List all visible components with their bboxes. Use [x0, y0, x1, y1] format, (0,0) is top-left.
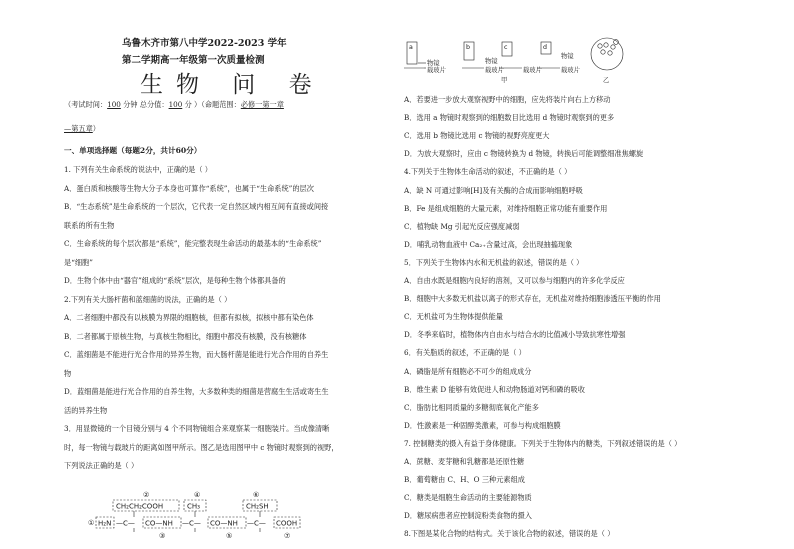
right-question-line: D．哺乳动物血液中 Ca₂₊含量过高，会出现抽搐现象: [404, 239, 573, 249]
right-question-line: B．细胞中大多数无机盐以离子的形式存在，无机盐对维持细胞渗透压平衡的作用: [404, 294, 661, 304]
left-question-line: 1. 下列有关生命系统的说法中，正确的是（ ）: [64, 165, 212, 174]
alpha-carbon-3: —C—: [247, 519, 266, 528]
left-question-line: D．蓝细菌是能进行光合作用的自养生物，大多数种类的细菌是营腐生生活或寄生生: [64, 387, 329, 396]
right-question-line: A．缺 N 可通过影响[H]及有关酶的合成而影响细胞呼吸: [404, 185, 583, 195]
left-question-line: 是“细胞”: [64, 257, 93, 267]
right-question-line: A．自由水既是细胞内良好的溶剂，又可以参与细胞内的许多化学反应: [404, 276, 625, 285]
right-question-line: 4.下列关于生物体生命活动的叙述，不正确的是（ ）: [404, 167, 572, 177]
exam-score-unit: 分 ）（命题范围：: [182, 100, 241, 109]
objective-a-tag: 物镜: [427, 60, 440, 67]
top-num-4: ④: [194, 491, 201, 499]
r-group-3: CH₂SH: [246, 502, 269, 511]
objective-b-tag: 物镜: [485, 58, 498, 65]
right-question-line: B．葡萄糖由 C、H、O 三种元素组成: [404, 475, 525, 485]
bottom-num-5: ⑤: [226, 532, 233, 540]
right-question-line: C．植物缺 Mg 引起光反应强度减弱: [404, 221, 520, 231]
right-question-line: C．糖类是细胞生命活动的主要能源物质: [404, 493, 532, 503]
objective-b: [462, 42, 505, 74]
left-question-line: 3．用显微镜的一个目镜分别与 4 个不同物镜组合来观察某一细胞装片。当成像清晰: [64, 424, 330, 433]
slide-b-tag: 载玻片: [485, 67, 504, 74]
right-question-line: D．糖尿病患者应控制淀粉类食物的摄入: [404, 511, 532, 521]
right-question-line: 8.下图是某化合物的结构式。关于该化合物的叙述，错误的是（ ）: [404, 529, 615, 539]
right-question-line: C．选用 b 物镜比选用 c 物镜的视野亮度更大: [404, 131, 550, 141]
exam-scope-end: ）: [92, 124, 100, 133]
slide-a-tag: 载玻片: [427, 67, 446, 74]
r-group-1: CH₂CH₂COOH: [116, 502, 164, 511]
figure-yi-caption: 乙: [603, 77, 610, 84]
right-question-line: B．Fe 是组成细胞的大量元素，对维持细胞正常功能有重要作用: [404, 203, 608, 213]
left-question-line: B．“生态系统”是生命系统的一个层次，它代表一定自然区域内相互间有直接或间接: [64, 202, 329, 211]
left-question-line: 下列说法正确的是（ ）: [64, 461, 139, 470]
objective-c: [499, 42, 543, 74]
peptide-bond-2: CO—NH: [210, 519, 238, 528]
left-question-line: 时，每一物镜与载玻片的距离如图甲所示。图乙是选用图甲中 c 物镜时观察到的视野，: [64, 442, 339, 452]
right-question-line: A．磷脂是所有细胞必不可少的组成成分: [404, 366, 532, 376]
right-question-line: B．维生素 D 能够有效促进人和动物肠道对钙和磷的吸收: [404, 384, 585, 394]
term-title: 第二学期高一年级第一次质量检测: [122, 55, 265, 66]
exam-time: 100: [107, 100, 121, 109]
objective-a: [404, 42, 447, 74]
slide-d-tag: 载玻片: [561, 67, 580, 74]
objective-a-label: a: [409, 44, 413, 51]
objective-b-label: b: [466, 44, 470, 51]
right-question-line: B．选用 a 物镜时观察到的细胞数目比选用 d 物镜时观察到的更多: [404, 113, 615, 123]
right-question-line: D．为放大观察时，应由 c 物镜转换为 d 物镜，转换后可能调整细准焦螺旋: [404, 149, 644, 159]
right-question-line: 7. 控制糖类的摄入有益于身体健康。下列关于生物体内的糖类，下列叙述错误的是（ ）: [404, 438, 682, 448]
exam-scope: 必修一第一章: [240, 100, 284, 109]
peptide-structure-figure: [88, 490, 328, 540]
amino-group: H₂N: [98, 519, 112, 528]
carboxyl-group: COOH: [276, 519, 298, 528]
exam-score: 100: [168, 100, 183, 109]
school-title: 乌鲁木齐市第八中学2022-2023 学年: [122, 38, 287, 49]
right-question-line: D．性激素是一种固醇类激素，可参与构成细胞膜: [404, 420, 561, 430]
right-question-line: A．若要进一步放大观察视野中的细胞，应先将装片向右上方移动: [404, 95, 611, 104]
left-question-line: 物: [64, 368, 72, 378]
alpha-carbon-2: —C—: [182, 519, 201, 528]
bottom-num-7: ⑦: [284, 532, 291, 540]
top-num-6: ⑥: [253, 491, 260, 499]
field-of-view: [591, 38, 623, 84]
right-question-line: C．脂肪比相同质量的多糖彻底氧化产能多: [404, 402, 539, 412]
right-question-line: C．无机盐可为生物体提供能量: [404, 312, 503, 322]
microscope-figure: [404, 36, 784, 94]
right-question-line: 5．下列关于生物体内水和无机盐的叙述，错误的是（ ）: [404, 257, 584, 267]
left-question-line: C．蓝细菌是不能进行光合作用的异养生物，而大肠杆菌是能进行光合作用的自养生: [64, 350, 329, 359]
left-question-line: C．生命系统的每个层次都是“系统”，能完整表现生命活动的最基本的“生命系统”: [64, 239, 322, 248]
top-num-2: ②: [143, 491, 150, 499]
left-question-line: A．二者细胞中都没有以核膜为界限的细胞核，但都有拟核，拟核中都有染色体: [64, 313, 314, 322]
figure-jia-caption: 甲: [501, 77, 508, 84]
right-question-line: D．冬季来临时，植物体内自由水与结合水的比值减小导致抗寒性增强: [404, 330, 626, 340]
left-question-line: 活的异养生物: [64, 405, 108, 415]
r-group-2: CH₃: [187, 502, 200, 511]
paper-title: 生物 问 卷: [140, 72, 325, 98]
left-question-line: 联系的所有生物: [64, 220, 115, 230]
left-question-line: D．生物个体中由“器官”组成的“系统”层次，是每种生物个体都具备的: [64, 276, 286, 285]
left-question-line: B．二者都属于原核生物，与真核生物相比，细胞中都没有核膜，没有核糖体: [64, 331, 307, 341]
objective-d-tag: 物镜: [561, 53, 574, 60]
right-question-line: 6．有关脂质的叙述，不正确的是（ ）: [404, 348, 526, 358]
left-num-1: ①: [88, 519, 95, 527]
exam-scope-cont: —第五章: [64, 124, 93, 133]
bottom-num-3: ③: [159, 532, 166, 540]
objective-d: [537, 42, 581, 74]
exam-time-unit: 分钟 总分值：: [120, 100, 169, 109]
objective-c-label: c: [504, 44, 508, 51]
exam-info: [64, 101, 284, 108]
alpha-carbon-1: —C—: [116, 519, 135, 528]
left-question-line: 2.下列有关大肠杆菌和蓝细菌的说法，正确的是（ ）: [64, 294, 232, 304]
peptide-bond-1: CO—NH: [145, 519, 173, 528]
section-title: 一、单项选择题（每题2分，共计60分）: [64, 146, 202, 155]
left-question-line: A．蛋白质和核酸等生物大分子本身也可算作“系统”，也属于“生命系统”的层次: [64, 183, 314, 193]
exam-info-label: （考试时间：: [64, 100, 108, 109]
objective-d-label: d: [543, 44, 547, 51]
exam-info-cont: [64, 125, 100, 132]
right-question-line: A．蔗糖、麦芽糖和乳糖都是还原性糖: [404, 457, 525, 466]
slide-c-tag: 载玻片: [523, 67, 542, 74]
